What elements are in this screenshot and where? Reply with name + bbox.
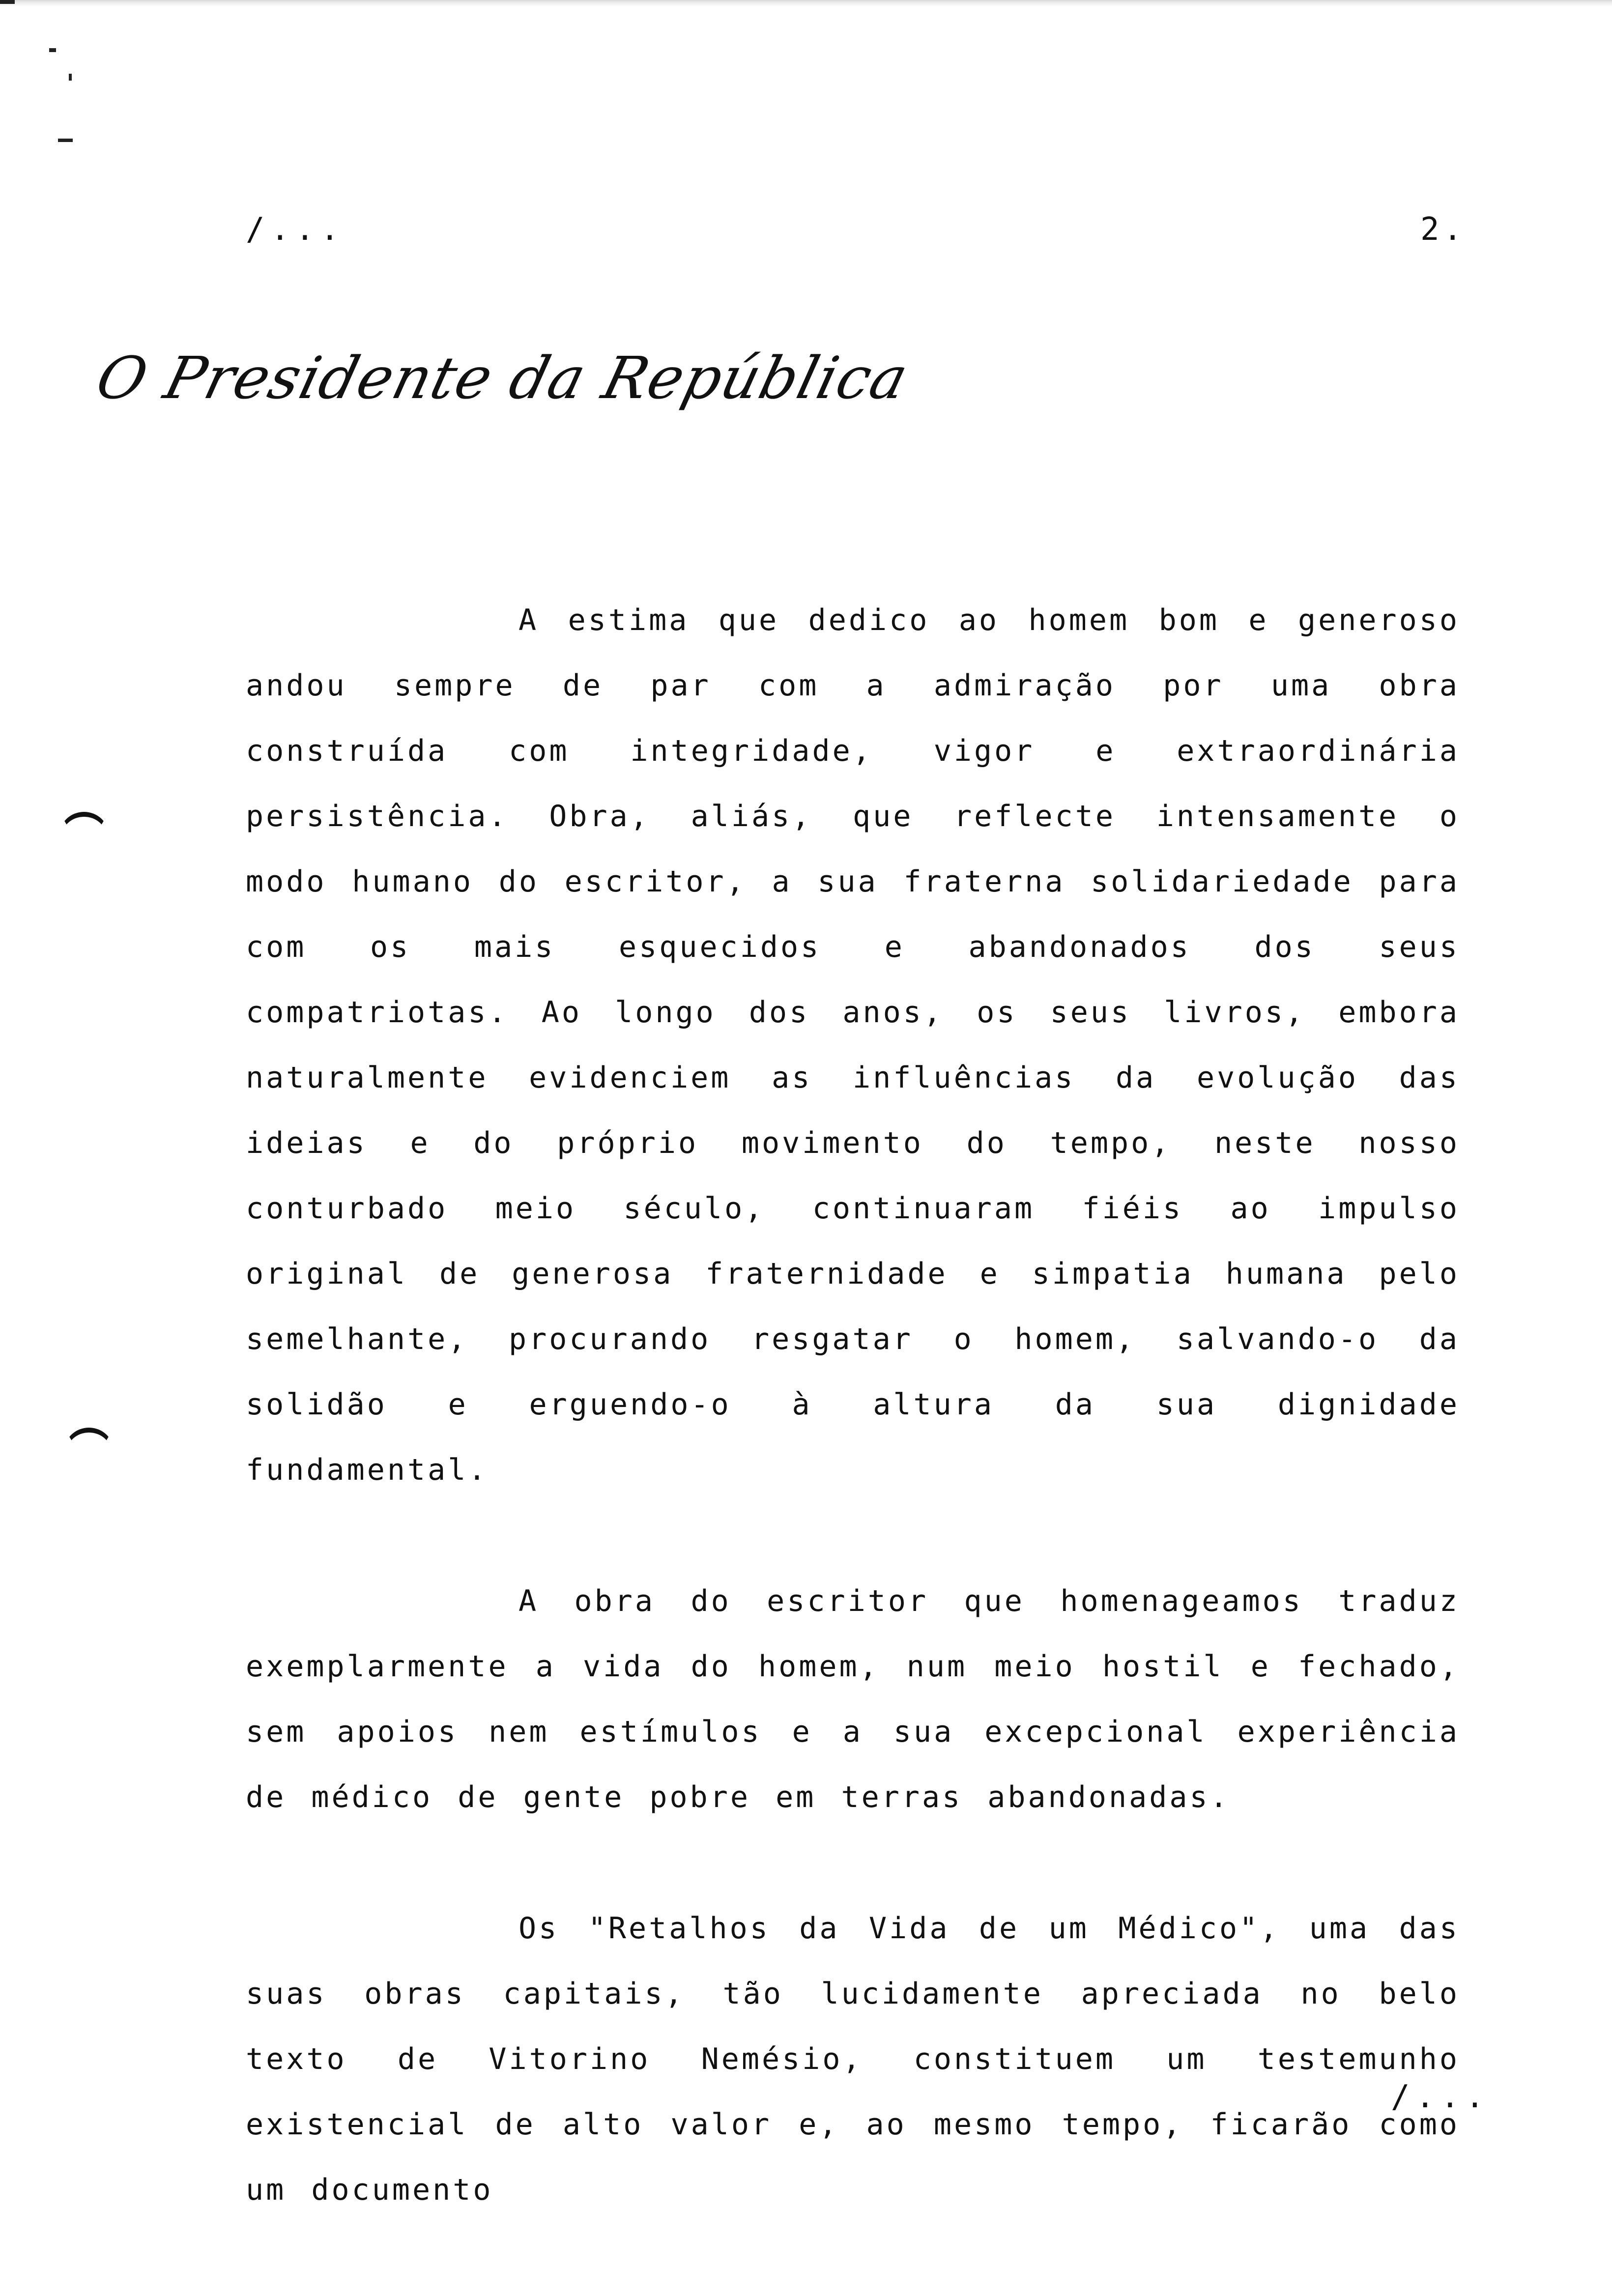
scan-speck [58, 139, 73, 142]
letterhead-title: O Presidente da República [89, 344, 916, 412]
letterhead [89, 344, 916, 442]
body-paragraph: Os "Retalhos da Vida de um Médico", uma das suas obras capitais, tão lucidamente apreciada no belo texto de Vitorino Nemésio, constituem um testemunho existencial de alto valor e, ao mesmo tempo, ficarão como um documento [246, 1911, 1460, 2207]
body-paragraph: A estima que dedico ao homem bom e generoso andou sempre de par com a admiração por uma obra construída com integridade, vigor e extraordinária persistência. Obra, aliás, que reflecte intensamente o modo humano do escritor, a sua fraterna solidariedade para com os mais esquecidos e abandonados dos seus compatriotas. Ao longo dos anos, os seus livros, embora naturalmente evidenciem as influências da evolução das ideias e do próprio movimento do tempo, neste nosso conturbado meio século, continuaram fiéis ao impulso original de generosa fraternidade e simpatia humana pelo semelhante, procurando resgatar o homem, salvando-o da solidão e erguendo-o à altura da sua dignidade fundamental. [246, 603, 1460, 1487]
scan-speck [69, 74, 72, 81]
scan-speck [49, 48, 56, 52]
scan-edge [0, 0, 1612, 7]
page-number: 2. [1420, 211, 1467, 248]
punch-hole-mark [64, 1428, 114, 1477]
letter-body [246, 588, 1460, 2289]
body-paragraph: A obra do escritor que homenageamos traduz exemplarmente a vida do homem, num meio hostil e fechado, sem apoios nem estímulos e a sua excepcional experiência de médico de gente pobre em terras abandonadas. [246, 1584, 1460, 1814]
header-continuation-marker: /... [246, 211, 345, 248]
punch-hole-mark [59, 812, 109, 861]
scan-speck [0, 0, 15, 4]
footer-continuation-marker: /... [1391, 2079, 1491, 2115]
